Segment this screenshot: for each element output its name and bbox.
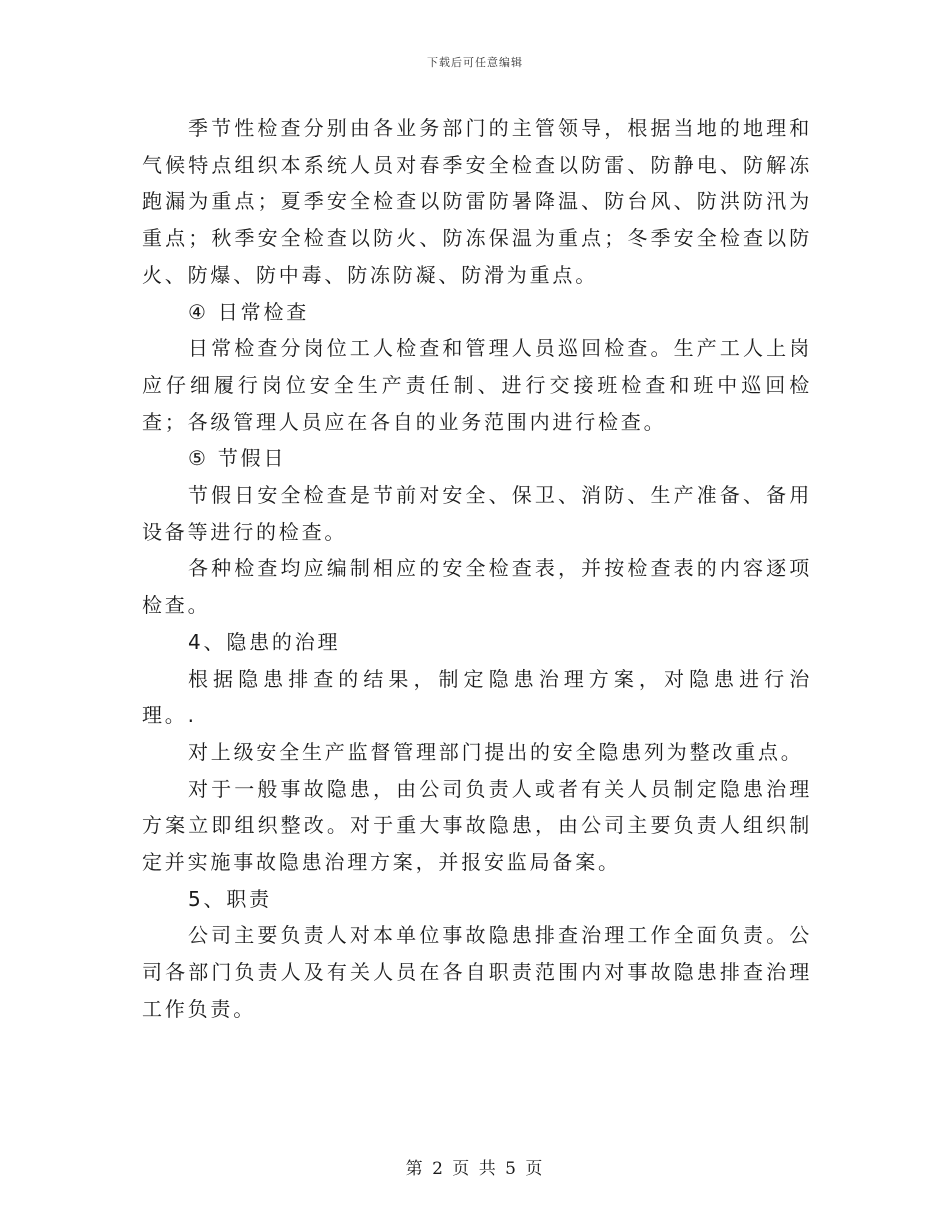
- paragraph-priority-rectification: 对上级安全生产监督管理部门提出的安全隐患列为整改重点。: [188, 739, 804, 764]
- heading-holiday: ⑤ 节假日: [188, 446, 287, 471]
- heading-daily-inspection: ④ 日常检查: [188, 299, 310, 324]
- header-note: 下载后可任意编辑: [427, 56, 523, 69]
- paragraph-seasonal-inspection: 季节性检查分别由各业务部门的主管领导，根据当地的地理和气候特点组织本系统人员对春季安全检查以防雷、防静电、防解冻跑漏为重点；夏季安全检查以防雷防暑降温、防台风、防洪防汛为重点；秋季安全检查以防火、防冻保温为重点；冬季安全检查以防火、防爆、防中毒、防冻防凝、防滑为重点。: [142, 116, 812, 287]
- heading-responsibilities: 5、职责: [188, 886, 272, 911]
- paragraph-general-major-hazards: 对于一般事故隐患，由公司负责人或者有关人员制定隐患治理方案立即组织整改。对于重大事故隐患，由公司主要负责人组织制定并实施事故隐患治理方案，并报安监局备案。: [142, 776, 812, 875]
- paragraph-daily-inspection: 日常检查分岗位工人检查和管理人员巡回检查。生产工人上岗应仔细履行岗位安全生产责任制、进行交接班检查和班中巡回检查；各级管理人员应在各自的业务范围内进行检查。: [142, 336, 812, 434]
- document-body: [142, 110, 812, 1028]
- paragraph-remediation-plan: 根据隐患排查的结果，制定隐患治理方案，对隐患进行治理。.: [142, 666, 812, 728]
- paragraph-checklist: 各种检查均应编制相应的安全检查表，并按检查表的内容逐项检查。: [142, 556, 812, 618]
- paragraph-holiday-inspection: 节假日安全检查是节前对安全、保卫、消防、生产准备、备用设备等进行的检查。: [142, 483, 812, 544]
- paragraph-responsibilities: 公司主要负责人对本单位事故隐患排查治理工作全面负责。公司各部门负责人及有关人员在各自职责范围内对事故隐患排查治理工作负责。: [142, 923, 812, 1021]
- page-number: 第 2 页 共 5 页: [405, 1159, 545, 1179]
- heading-hazard-remediation: 4、隐患的治理: [188, 629, 341, 654]
